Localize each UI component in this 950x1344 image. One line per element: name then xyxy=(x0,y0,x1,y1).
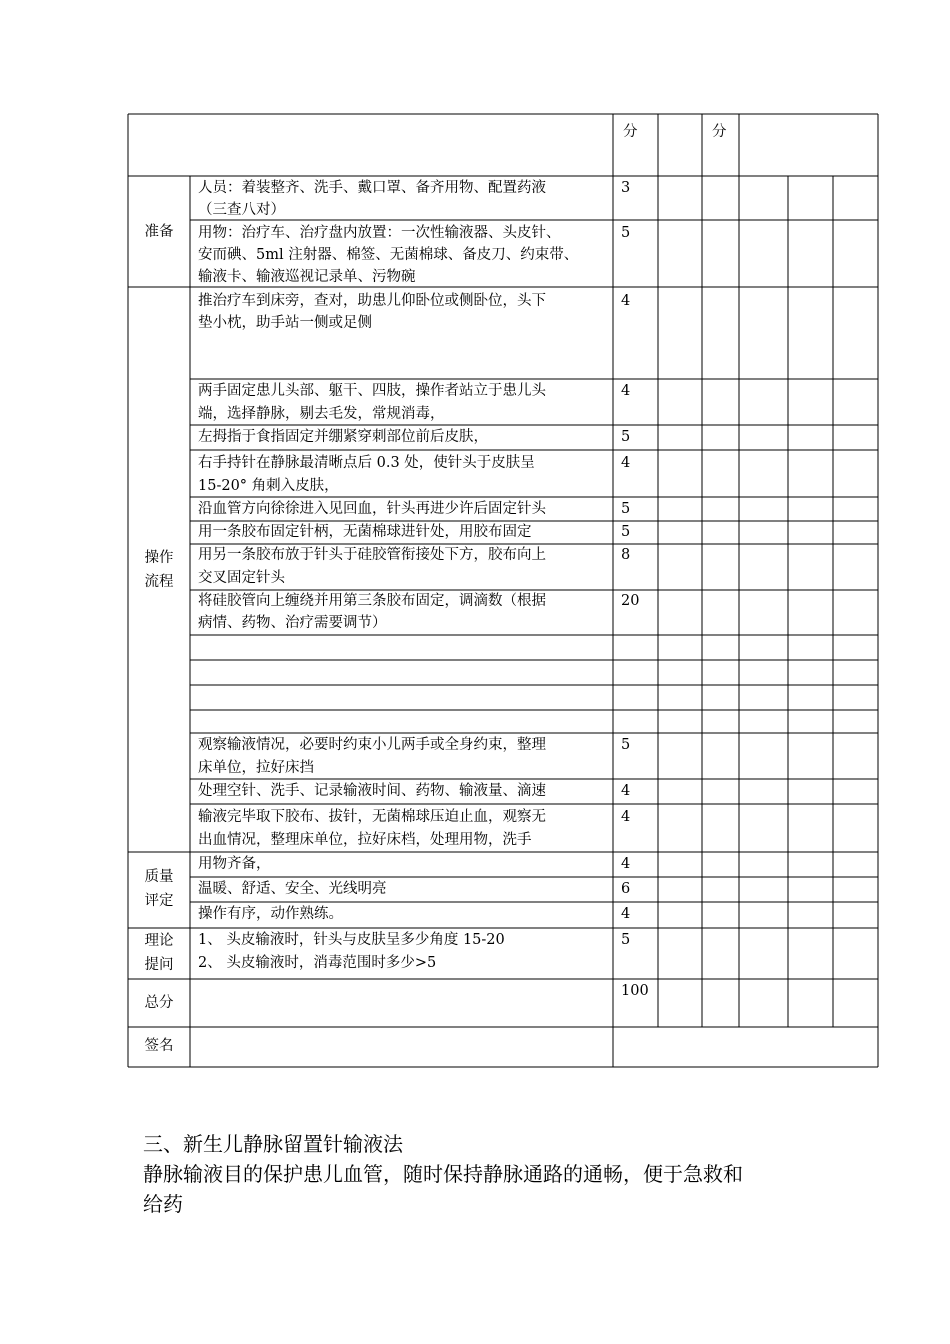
item-text: 用另一条胶布放于针头于硅胶管衔接处下方，胶布向上 xyxy=(198,547,546,563)
item-score: 5 xyxy=(621,225,631,241)
section-label-signature: 签名 xyxy=(144,1038,174,1054)
total-score: 100 xyxy=(621,983,649,999)
item-score: 4 xyxy=(621,383,631,399)
score-header-label: 分 xyxy=(623,124,638,140)
item-text: 左拇指于食指固定并绷紧穿刺部位前后皮肤， xyxy=(198,429,488,445)
item-score: 4 xyxy=(621,809,631,825)
item-score: 4 xyxy=(621,293,631,309)
item-score: 4 xyxy=(621,783,631,799)
item-text: 15-20° 角刺入皮肤， xyxy=(198,478,339,494)
section-label-prep: 准备 xyxy=(144,224,174,240)
section-label-theory: 理论 xyxy=(144,933,174,949)
score-header-label: 分 xyxy=(712,124,727,140)
section-label-theory: 提问 xyxy=(144,957,174,973)
paragraph-line: 给药 xyxy=(143,1192,183,1216)
section-label-quality: 评定 xyxy=(144,893,174,909)
item-score: 5 xyxy=(621,737,631,753)
paragraph-line: 静脉输液目的保护患儿血管，随时保持静脉通路的通畅，便于急救和 xyxy=(143,1162,743,1186)
item-text: 推治疗车到床旁，查对，助患儿仰卧位或侧卧位，头下 xyxy=(198,293,546,309)
item-text: 两手固定患儿头部、躯干、四肢，操作者站立于患儿头 xyxy=(198,383,546,399)
item-text: 用物齐备， xyxy=(198,856,271,872)
item-score: 4 xyxy=(621,906,631,922)
item-text: 沿血管方向徐徐进入见回血，针头再进少许后固定针头 xyxy=(198,501,546,517)
item-text: 温暖、舒适、安全、光线明亮 xyxy=(198,881,387,897)
item-text: 人员：着装整齐、洗手、戴口罩、备齐用物、配置药液 xyxy=(198,180,546,196)
item-score: 20 xyxy=(621,593,640,609)
item-text: 交叉固定针头 xyxy=(198,570,285,586)
item-text: 床单位，拉好床挡 xyxy=(198,760,314,776)
item-score: 4 xyxy=(621,856,631,872)
item-text: 1、 头皮输液时，针头与皮肤呈多少角度 15-20 xyxy=(198,932,505,948)
item-text: 出血情况，整理床单位，拉好床档，处理用物，洗手 xyxy=(198,832,532,848)
item-text: 2、 头皮输液时，消毒范围时多少>5 xyxy=(198,955,437,971)
item-text: 安而碘、5ml 注射器、棉签、无菌棉球、备皮刀、约束带、 xyxy=(198,247,579,263)
item-text: 右手持针在静脉最清晰点后 0.3 处，使针头于皮肤呈 xyxy=(198,455,535,471)
item-text: 处理空针、洗手、记录输液时间、药物、输液量、滴速 xyxy=(198,783,546,799)
item-text: 将硅胶管向上缠绕并用第三条胶布固定，调滴数（根据 xyxy=(198,593,546,609)
item-text: 操作有序，动作熟练。 xyxy=(198,906,343,922)
item-text: 观察输液情况，必要时约束小儿两手或全身约束，整理 xyxy=(198,737,546,753)
item-score: 5 xyxy=(621,932,631,948)
item-score: 4 xyxy=(621,455,631,471)
item-score: 5 xyxy=(621,501,631,517)
item-text: 垫小枕，助手站一侧或足侧 xyxy=(198,315,372,331)
item-text: （三查八对） xyxy=(198,202,285,218)
section-label-process: 操作 xyxy=(144,550,174,566)
item-text: 端，选择静脉，剔去毛发，常规消毒， xyxy=(198,406,445,422)
item-text: 输液完毕取下胶布、拔针，无菌棉球压迫止血，观察无 xyxy=(198,809,546,825)
section-label-total: 总分 xyxy=(144,995,174,1011)
item-score: 5 xyxy=(621,524,631,540)
section-label-process: 流程 xyxy=(144,574,174,590)
item-score: 3 xyxy=(621,180,631,196)
item-text: 病情、药物、治疗需要调节） xyxy=(198,615,387,631)
item-score: 6 xyxy=(621,881,631,897)
item-score: 5 xyxy=(621,429,631,445)
section-heading: 三、新生儿静脉留置针输液法 xyxy=(143,1132,403,1156)
section-label-quality: 质量 xyxy=(144,869,174,885)
item-text: 输液卡、输液巡视记录单、污物碗 xyxy=(198,269,416,285)
item-score: 8 xyxy=(621,547,631,563)
item-text: 用一条胶布固定针柄，无菌棉球进针处，用胶布固定 xyxy=(198,524,532,540)
item-text: 用物：治疗车、治疗盘内放置：一次性输液器、头皮针、 xyxy=(198,225,561,241)
